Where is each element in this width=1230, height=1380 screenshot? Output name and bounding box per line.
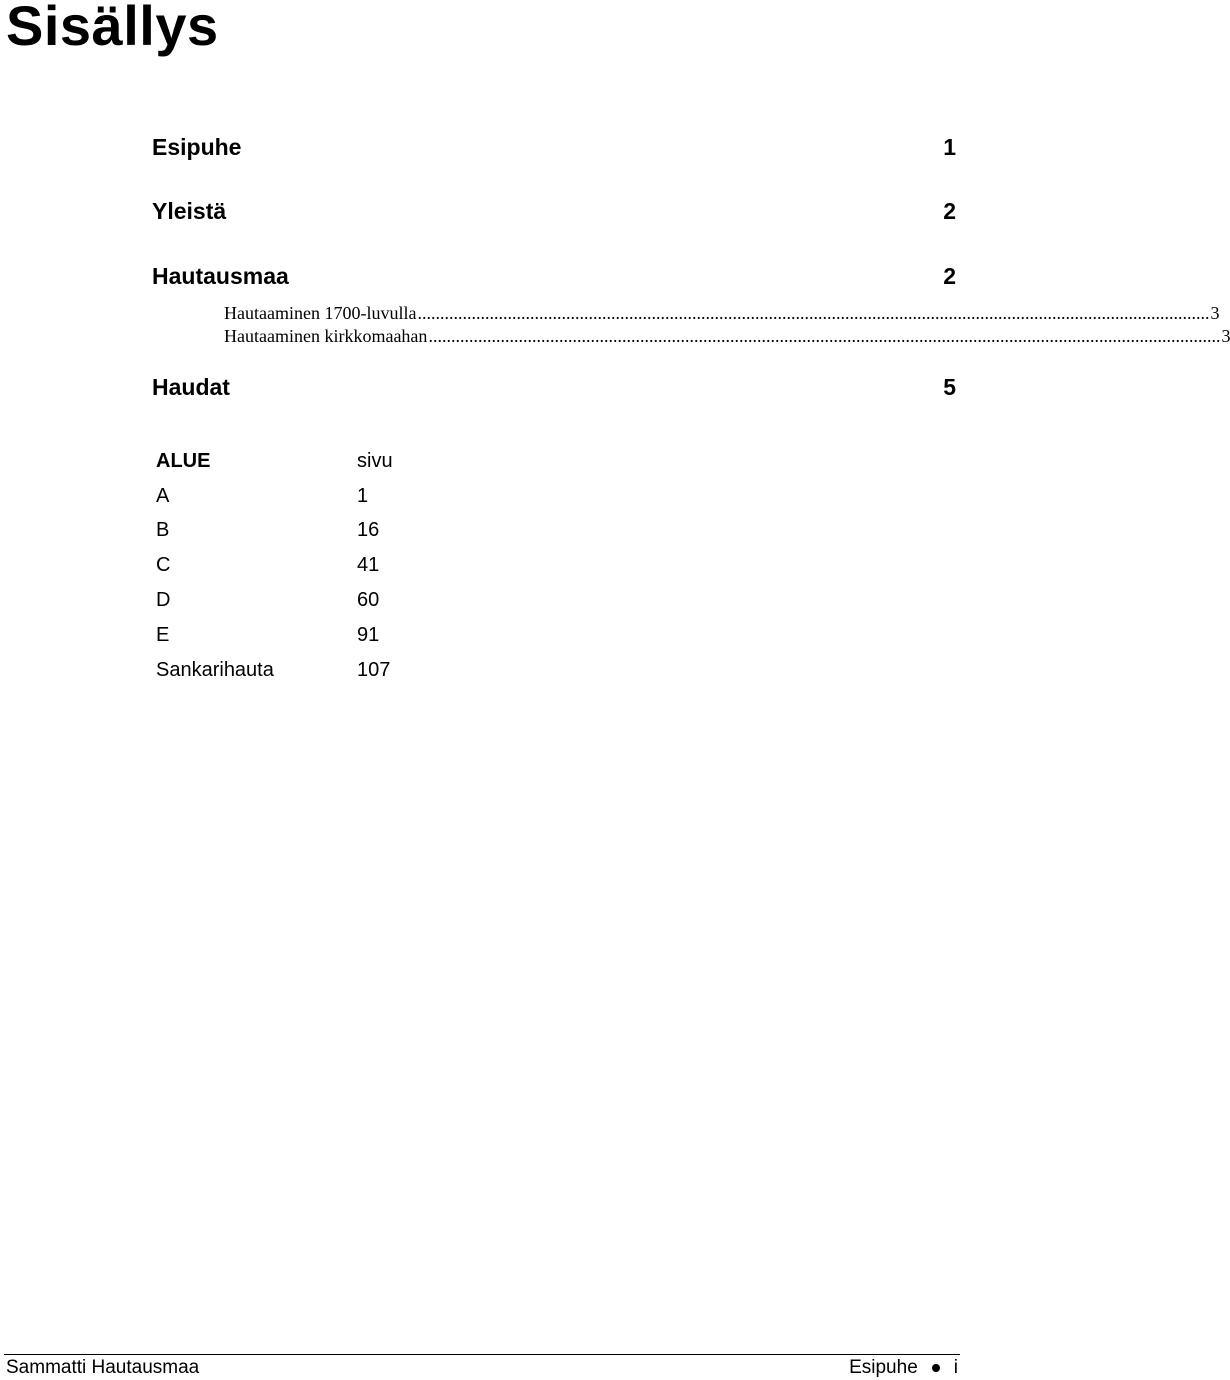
column-header-area: ALUE xyxy=(156,449,211,472)
toc-subentry-label: Hautaaminen kirkkomaahan xyxy=(224,326,428,346)
toc-entry-page: 2 xyxy=(943,198,956,224)
toc-subentry-kirkkomaahan[interactable] xyxy=(224,325,1230,347)
table-row xyxy=(156,514,393,549)
toc-entry-label: Yleistä xyxy=(152,198,227,224)
footer-page-info xyxy=(849,1356,958,1380)
toc-entry-page: 2 xyxy=(943,263,956,289)
page-cell: 16 xyxy=(357,519,380,542)
toc-entry-hautausmaa[interactable] xyxy=(152,261,956,291)
page-cell: 41 xyxy=(357,554,380,577)
table-row xyxy=(156,583,393,618)
table-header-row xyxy=(156,444,393,479)
footer-divider xyxy=(4,1354,960,1355)
footer-page-number: i xyxy=(953,1357,958,1378)
table-row xyxy=(156,548,393,583)
table-row xyxy=(156,653,393,688)
dot-leader: ................................................................................................................................................................................ xyxy=(428,326,1221,346)
page-footer xyxy=(6,1356,958,1380)
toc-entry-page: 1 xyxy=(943,134,956,160)
footer-section-name: Esipuhe xyxy=(849,1357,918,1378)
table-row xyxy=(156,479,393,514)
area-cell: E xyxy=(156,623,170,646)
area-cell: C xyxy=(156,554,171,577)
toc-entry-page: 5 xyxy=(943,374,956,400)
area-cell: Sankarihauta xyxy=(156,658,274,681)
toc-entry-label: Hautausmaa xyxy=(152,263,289,289)
toc-subentry-page: 3 xyxy=(1221,326,1230,346)
column-header-page: sivu xyxy=(357,449,393,472)
page-cell: 1 xyxy=(357,484,369,507)
toc-subentry-label: Hautaaminen 1700-luvulla xyxy=(224,303,417,323)
page-cell: 107 xyxy=(357,658,391,681)
area-cell: A xyxy=(156,484,170,507)
toc-entry-yleista[interactable] xyxy=(152,196,956,226)
toc-subentry-page: 3 xyxy=(1210,303,1220,323)
area-page-table xyxy=(156,444,393,688)
toc-entry-label: Haudat xyxy=(152,374,230,400)
bullet-icon xyxy=(932,1364,940,1372)
footer-document-title: Sammatti Hautausmaa xyxy=(6,1357,200,1378)
area-cell: D xyxy=(156,589,171,612)
table-row xyxy=(156,618,393,653)
toc-entry-haudat[interactable] xyxy=(152,372,956,402)
page-cell: 60 xyxy=(357,589,380,612)
dot-leader: ................................................................................................................................................................................ xyxy=(417,303,1210,323)
area-cell: B xyxy=(156,519,170,542)
toc-subentry-1700-luvulla[interactable] xyxy=(224,302,1220,324)
toc-entry-esipuhe[interactable] xyxy=(152,132,956,162)
toc-entry-label: Esipuhe xyxy=(152,134,242,160)
page-cell: 91 xyxy=(357,623,380,646)
page-title: Sisällys xyxy=(6,0,219,57)
